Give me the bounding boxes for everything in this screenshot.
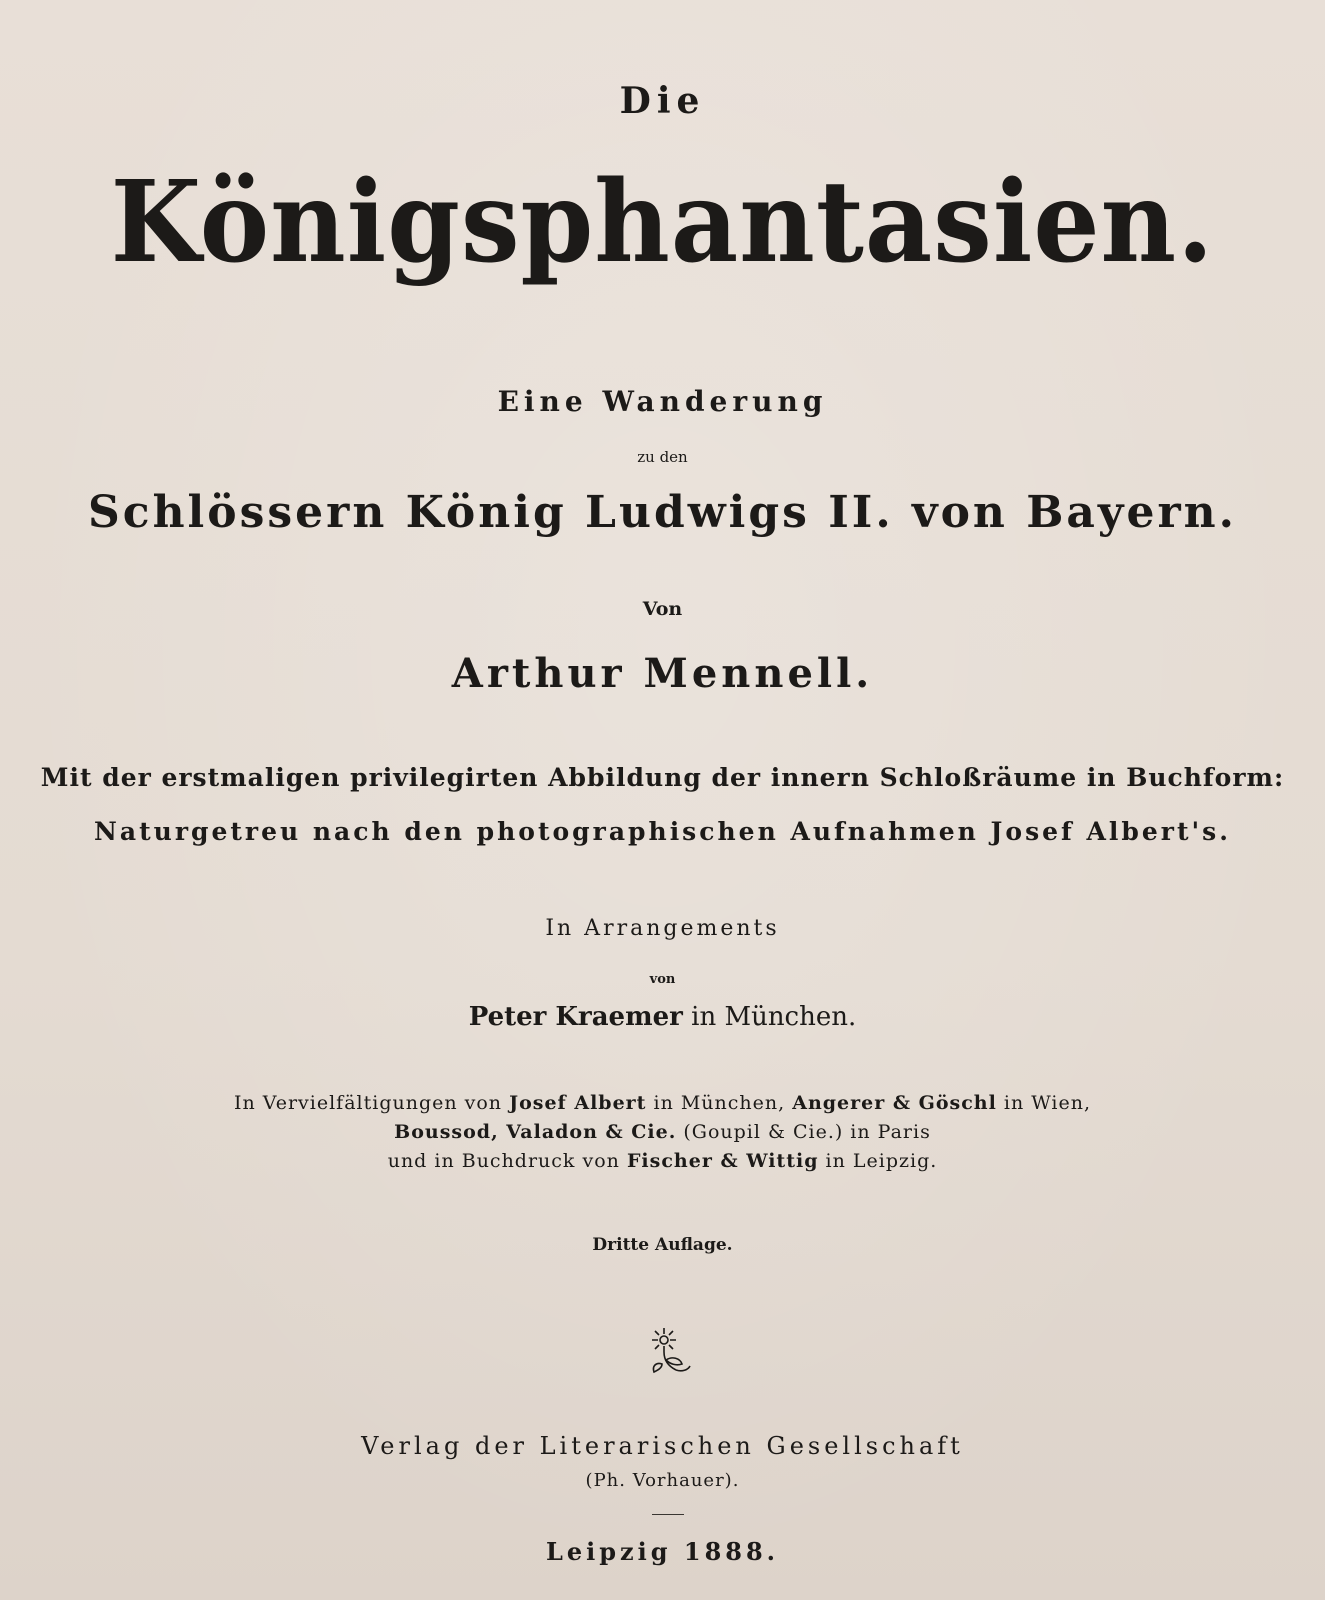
edition: Dritte Auflage. [592, 1235, 733, 1255]
arranger-name: Peter Kraemer [468, 1002, 683, 1032]
repro-text: in München, [646, 1092, 793, 1114]
repro-text: in Leipzig. [818, 1150, 938, 1172]
divider-rule [652, 1514, 684, 1515]
subtitle-line-3: Schlössern König Ludwigs II. von Bayern. [88, 487, 1237, 538]
flower-ornament-icon [642, 1324, 696, 1376]
repro-name-fischer: Fischer & Wittig [626, 1150, 819, 1172]
repro-name-albert: Josef Albert [509, 1092, 647, 1114]
repro-text: (Goupil & Cie.) in Paris [676, 1121, 931, 1143]
publisher-line-2: (Ph. Vorhauer). [585, 1470, 740, 1491]
reproduction-line-2 [0, 1121, 1325, 1143]
publisher-line-1: Verlag der Literarischen Gesellschaft [361, 1432, 964, 1460]
place-and-year: Leipzig 1888. [545, 1537, 780, 1566]
pre-title: Die [619, 80, 706, 122]
reproduction-line-3 [0, 1150, 1325, 1172]
author-name: Arthur Mennell. [451, 650, 874, 697]
repro-name-angerer: Angerer & Göschl [792, 1092, 997, 1114]
description-line-2: Naturgetreu nach den photographischen Aufnahmen Josef Albert's. [94, 817, 1231, 846]
description-line-1: Mit der erstmaligen privilegirten Abbildung der innern Schloßräume in Buchform: [40, 763, 1285, 792]
repro-text: und in Buchdruck von [387, 1150, 627, 1172]
arrangement-line-1: In Arrangements [545, 916, 780, 941]
repro-text: In Vervielfältigungen von [233, 1092, 510, 1114]
arrangement-line-2: von [649, 972, 676, 987]
reproduction-line-1 [0, 1092, 1325, 1114]
repro-name-boussod: Boussod, Valadon & Cie. [394, 1121, 677, 1143]
arrangement-line-3 [0, 1002, 1325, 1032]
subtitle-line-2: zu den [637, 448, 688, 466]
arranger-location: in München. [682, 1002, 857, 1032]
repro-text: in Wien, [996, 1092, 1092, 1114]
by-label: Von [642, 598, 683, 620]
subtitle-line-1: Eine Wanderung [497, 385, 828, 418]
book-title: Königsphantasien. [110, 155, 1215, 288]
